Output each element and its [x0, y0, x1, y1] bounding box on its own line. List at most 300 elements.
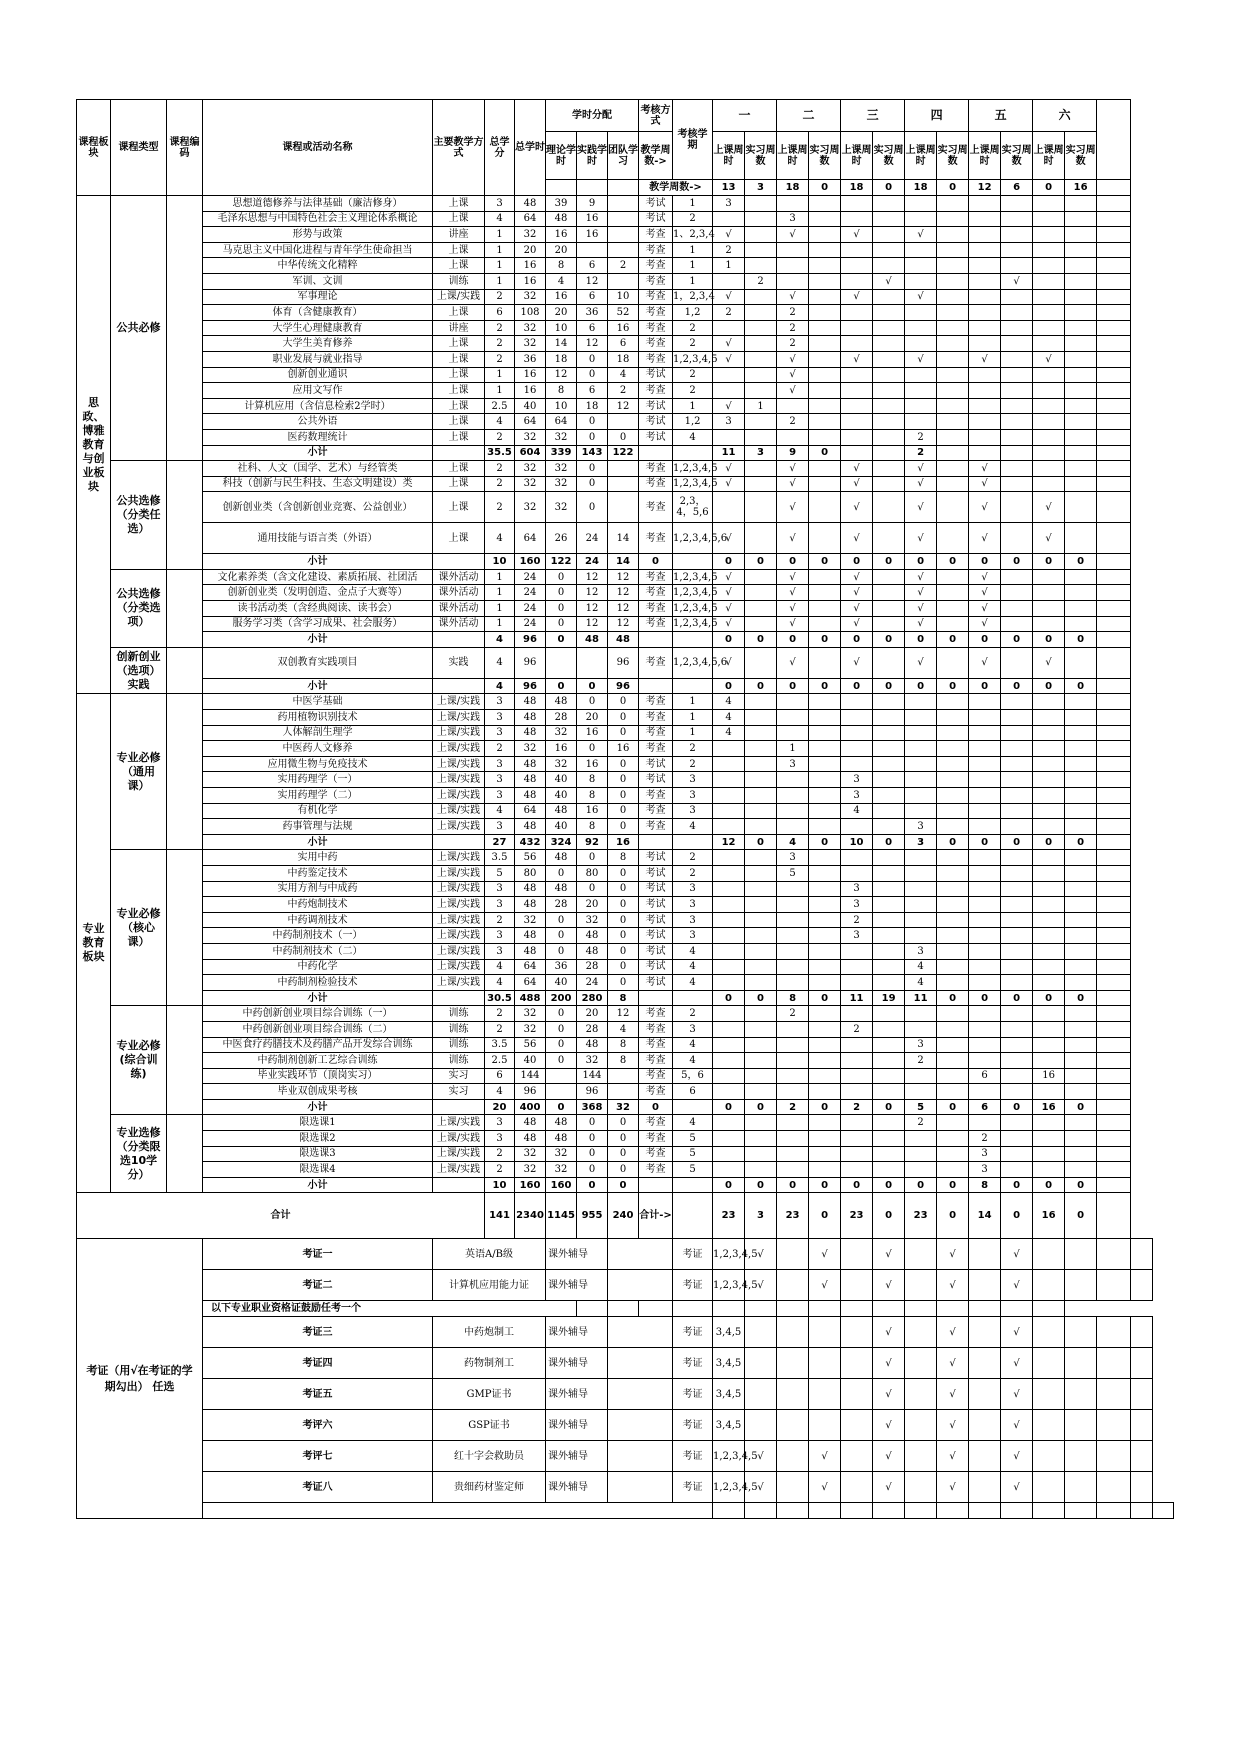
data-cell: 考查 — [639, 569, 673, 585]
data-cell — [673, 834, 713, 850]
data-cell: 4 — [777, 834, 809, 850]
data-cell — [1065, 476, 1097, 492]
data-cell: 8 — [577, 788, 608, 804]
data-cell — [937, 585, 969, 601]
data-cell — [1033, 367, 1065, 383]
data-cell: √ — [969, 601, 1001, 617]
data-cell — [745, 258, 777, 274]
data-cell: 8 — [577, 819, 608, 835]
table-row — [77, 1115, 1174, 1131]
total-semester-value: 0 — [1001, 1193, 1033, 1239]
blank-cell — [1097, 756, 1131, 772]
data-cell: 48 — [515, 819, 546, 835]
data-cell — [809, 383, 841, 399]
data-cell: 1 — [485, 383, 515, 399]
data-cell — [1001, 928, 1033, 944]
data-cell — [639, 445, 673, 461]
data-cell: 32 — [515, 741, 546, 757]
cert-mark — [1033, 1348, 1065, 1379]
course-name: 限选课3 — [203, 1146, 433, 1162]
data-cell: 上课 — [433, 196, 485, 212]
data-cell — [873, 975, 905, 991]
subtotal-row — [77, 445, 1174, 461]
data-cell — [745, 1021, 777, 1037]
course-name: 马克思主义中国化进程与青年学生使命担当 — [203, 242, 433, 258]
data-cell — [873, 211, 905, 227]
data-cell — [777, 803, 809, 819]
data-cell — [1065, 881, 1097, 897]
data-cell — [608, 1068, 639, 1084]
total-semester-value: 0 — [937, 1193, 969, 1239]
data-cell: 2 — [608, 258, 639, 274]
data-cell — [937, 710, 969, 726]
data-cell — [841, 305, 873, 321]
data-cell: 6 — [577, 320, 608, 336]
data-cell — [905, 367, 937, 383]
data-cell — [873, 1053, 905, 1069]
data-cell: 上课/实践 — [433, 850, 485, 866]
data-cell: 3 — [905, 819, 937, 835]
data-cell — [969, 943, 1001, 959]
data-cell — [969, 258, 1001, 274]
data-cell — [969, 725, 1001, 741]
data-cell — [937, 258, 969, 274]
curriculum-table — [76, 99, 1174, 1519]
cert-mark — [1033, 1270, 1065, 1301]
data-cell: 2 — [905, 445, 937, 461]
data-cell: 1,2 — [673, 414, 713, 430]
data-cell: 0 — [937, 678, 969, 694]
cert-mark — [1097, 1410, 1131, 1441]
data-cell: 0 — [969, 678, 1001, 694]
data-cell: 考查 — [639, 523, 673, 554]
table-row — [77, 1037, 1174, 1053]
data-cell: 0 — [546, 616, 577, 632]
data-cell — [809, 959, 841, 975]
data-cell — [713, 897, 745, 913]
course-type-label: 创新创业（选项）实践 — [111, 647, 167, 694]
data-cell: 6 — [969, 1099, 1001, 1115]
data-cell: 考试 — [639, 975, 673, 991]
data-cell: 24 — [515, 601, 546, 617]
data-cell: 96 — [608, 678, 639, 694]
teach-weeks-value: 0 — [873, 180, 905, 196]
data-cell — [873, 289, 905, 305]
cert-method: 课外辅导 — [546, 1472, 608, 1503]
data-cell — [1065, 803, 1097, 819]
data-cell — [777, 258, 809, 274]
cert-mark: √ — [1001, 1379, 1033, 1410]
blank-cell — [1033, 1503, 1065, 1519]
data-cell — [809, 429, 841, 445]
data-cell — [841, 320, 873, 336]
data-cell: √ — [969, 585, 1001, 601]
data-cell — [1065, 367, 1097, 383]
data-cell: 4 — [673, 975, 713, 991]
data-cell: 0 — [577, 414, 608, 430]
data-cell: √ — [713, 476, 745, 492]
data-cell: 24 — [577, 554, 608, 570]
data-cell — [1065, 523, 1097, 554]
data-cell — [1065, 242, 1097, 258]
data-cell — [969, 865, 1001, 881]
teach-weeks-value: 0 — [1033, 180, 1065, 196]
data-cell: 1 — [745, 398, 777, 414]
data-cell: 考试 — [639, 429, 673, 445]
data-cell: 0 — [577, 881, 608, 897]
data-cell — [1001, 1037, 1033, 1053]
blank-cell — [841, 1301, 873, 1317]
data-cell: 4 — [485, 647, 515, 678]
teach-weeks-value: 6 — [1001, 180, 1033, 196]
data-cell: 课外活动 — [433, 601, 485, 617]
data-cell — [1065, 289, 1097, 305]
data-cell — [1001, 492, 1033, 523]
cert-row — [77, 1348, 1174, 1379]
course-code-cell — [167, 1006, 203, 1115]
data-cell — [745, 569, 777, 585]
data-cell — [809, 772, 841, 788]
data-cell: 3 — [969, 1162, 1001, 1178]
data-cell: 20 — [577, 897, 608, 913]
data-cell: 0 — [873, 1099, 905, 1115]
data-cell — [639, 834, 673, 850]
data-cell — [841, 414, 873, 430]
data-cell — [969, 694, 1001, 710]
data-cell: 11 — [905, 990, 937, 1006]
semester-header: 三 — [841, 100, 905, 132]
data-cell: 0 — [608, 803, 639, 819]
data-cell — [713, 383, 745, 399]
data-cell — [745, 943, 777, 959]
data-cell: 1 — [485, 569, 515, 585]
data-cell: 200 — [546, 990, 577, 1006]
data-cell: 24 — [577, 975, 608, 991]
data-cell: 0 — [608, 819, 639, 835]
cert-key: 考证三 — [203, 1317, 433, 1348]
blank-cell — [1097, 585, 1131, 601]
data-cell: 108 — [515, 305, 546, 321]
blank-cell — [1152, 1503, 1173, 1519]
data-cell — [809, 1146, 841, 1162]
data-cell — [713, 1162, 745, 1178]
data-cell — [1001, 523, 1033, 554]
data-cell: 28 — [546, 897, 577, 913]
blank-cell — [1065, 1503, 1097, 1519]
data-cell — [937, 1053, 969, 1069]
data-cell: 0 — [745, 834, 777, 850]
data-cell: 2 — [673, 320, 713, 336]
data-cell — [1033, 897, 1065, 913]
data-cell: 3 — [713, 196, 745, 212]
data-cell: 2 — [673, 756, 713, 772]
subtotal-label: 小计 — [203, 834, 433, 850]
data-cell — [969, 227, 1001, 243]
data-cell — [745, 211, 777, 227]
semester-header: 六 — [1033, 100, 1097, 132]
data-cell: 考查 — [639, 461, 673, 477]
data-cell: 0 — [1033, 1177, 1065, 1193]
data-cell — [1001, 772, 1033, 788]
data-cell — [713, 850, 745, 866]
data-cell — [777, 788, 809, 804]
cert-mark — [1097, 1317, 1131, 1348]
data-cell — [841, 242, 873, 258]
data-cell — [1065, 429, 1097, 445]
data-cell — [1001, 601, 1033, 617]
data-cell: √ — [713, 585, 745, 601]
cert-mark: √ — [873, 1472, 905, 1503]
data-cell: √ — [905, 601, 937, 617]
data-cell: 3 — [777, 211, 809, 227]
data-cell: 上课 — [433, 476, 485, 492]
data-cell — [873, 865, 905, 881]
data-cell: 2 — [485, 476, 515, 492]
blank-cell — [1097, 100, 1131, 180]
cert-mark — [1097, 1239, 1131, 1270]
data-cell — [1001, 1084, 1033, 1100]
data-cell: 604 — [515, 445, 546, 461]
cert-method: 课外辅导 — [546, 1348, 608, 1379]
data-cell — [1065, 928, 1097, 944]
data-cell — [809, 196, 841, 212]
data-cell: 0 — [546, 632, 577, 648]
data-cell: 56 — [515, 850, 546, 866]
data-cell — [713, 912, 745, 928]
data-cell: 2 — [745, 273, 777, 289]
data-cell: 0 — [713, 632, 745, 648]
data-cell — [937, 850, 969, 866]
col-header-method: 主要教学方式 — [433, 100, 485, 196]
data-cell — [809, 710, 841, 726]
data-cell — [777, 1162, 809, 1178]
data-cell: 324 — [546, 834, 577, 850]
data-cell: 1 — [673, 710, 713, 726]
data-cell: 48 — [515, 725, 546, 741]
course-name: 军训、文训 — [203, 273, 433, 289]
data-cell — [713, 803, 745, 819]
data-cell: 1 — [485, 616, 515, 632]
data-cell: 2 — [485, 289, 515, 305]
data-cell: 0 — [841, 678, 873, 694]
data-cell: 0 — [608, 725, 639, 741]
data-cell: √ — [713, 601, 745, 617]
data-cell — [809, 850, 841, 866]
course-name: 应用文写作 — [203, 383, 433, 399]
data-cell — [777, 1146, 809, 1162]
data-cell: 0 — [546, 569, 577, 585]
data-cell — [713, 943, 745, 959]
data-cell: √ — [713, 569, 745, 585]
data-cell: 0 — [809, 445, 841, 461]
data-cell: 48 — [546, 1115, 577, 1131]
col-header-distribution: 学时分配 — [546, 100, 639, 132]
course-name: 文化素养类（含文化建设、素质拓展、社团活 — [203, 569, 433, 585]
blank-cell — [1097, 305, 1131, 321]
cert-mark — [745, 1379, 777, 1410]
data-cell — [1001, 383, 1033, 399]
data-cell: 3 — [841, 881, 873, 897]
course-name: 计算机应用（含信息检索2学时） — [203, 398, 433, 414]
data-cell — [1065, 1115, 1097, 1131]
data-cell — [937, 211, 969, 227]
data-cell: 0 — [937, 834, 969, 850]
cert-exam: 考证 — [673, 1239, 713, 1270]
data-cell: 考试 — [639, 398, 673, 414]
table-row — [77, 897, 1174, 913]
data-cell — [1033, 383, 1065, 399]
data-cell: 48 — [515, 788, 546, 804]
data-cell: 20 — [577, 710, 608, 726]
course-name: 军事理论 — [203, 289, 433, 305]
data-cell — [841, 1068, 873, 1084]
data-cell — [1065, 1162, 1097, 1178]
data-cell: 0 — [1065, 834, 1097, 850]
teach-weeks-value: 3 — [745, 180, 777, 196]
data-cell — [673, 445, 713, 461]
cert-mark — [841, 1472, 873, 1503]
data-cell — [1033, 336, 1065, 352]
data-cell: 0 — [577, 1162, 608, 1178]
data-cell — [809, 741, 841, 757]
data-cell — [937, 803, 969, 819]
course-code-cell — [167, 1115, 203, 1193]
blank-cell — [1131, 1503, 1152, 1519]
data-cell — [809, 975, 841, 991]
course-name: 人体解剖生理学 — [203, 725, 433, 741]
data-cell — [745, 912, 777, 928]
data-cell — [905, 242, 937, 258]
data-cell — [1065, 601, 1097, 617]
data-cell: 19 — [873, 990, 905, 1006]
data-cell: 16 — [1033, 1099, 1065, 1115]
cert-exam: 考证 — [673, 1270, 713, 1301]
data-cell: 1,2,3,4,5,6 — [673, 523, 713, 554]
table-row — [77, 819, 1174, 835]
data-cell: 4 — [841, 803, 873, 819]
data-cell: 20 — [577, 1006, 608, 1022]
data-cell: 32 — [546, 756, 577, 772]
data-cell: 上课/实践 — [433, 881, 485, 897]
data-cell — [1065, 616, 1097, 632]
block-label: 思政、博雅教育与创业板块 — [77, 196, 111, 694]
data-cell — [937, 897, 969, 913]
data-cell: 96 — [515, 1084, 546, 1100]
data-cell: 32 — [546, 1162, 577, 1178]
course-type-label: 公共必修 — [111, 196, 167, 461]
data-cell: 10 — [485, 1177, 515, 1193]
data-cell — [809, 1131, 841, 1147]
data-cell — [777, 1115, 809, 1131]
data-cell — [905, 336, 937, 352]
blank-cell — [1097, 788, 1131, 804]
data-cell: 0 — [577, 694, 608, 710]
blank-cell — [1097, 351, 1131, 367]
data-cell: √ — [905, 289, 937, 305]
data-cell: 0 — [546, 928, 577, 944]
cert-name: GMP证书 — [433, 1379, 546, 1410]
data-cell — [969, 772, 1001, 788]
cert-semesters: 3,4,5 — [713, 1348, 745, 1379]
header-row-1 — [77, 100, 1174, 132]
data-cell — [1033, 756, 1065, 772]
data-cell: 0 — [1033, 632, 1065, 648]
data-cell: 0 — [608, 943, 639, 959]
cert-mark — [777, 1472, 809, 1503]
blank-cell — [1097, 523, 1131, 554]
cert-mark: √ — [745, 1270, 777, 1301]
data-cell — [745, 725, 777, 741]
data-cell — [969, 1021, 1001, 1037]
data-cell: 上课/实践 — [433, 772, 485, 788]
data-cell: 1 — [713, 258, 745, 274]
data-cell — [905, 1146, 937, 1162]
total-semester-value: 0 — [1065, 1193, 1097, 1239]
table-row — [77, 881, 1174, 897]
data-cell: 考试 — [639, 196, 673, 212]
cert-mark — [1097, 1270, 1131, 1301]
data-cell: 3 — [485, 788, 515, 804]
blank-cell — [905, 1503, 937, 1519]
data-cell — [937, 242, 969, 258]
data-cell: 48 — [546, 211, 577, 227]
data-cell — [809, 336, 841, 352]
data-cell: 0 — [608, 694, 639, 710]
data-cell: 上课 — [433, 383, 485, 399]
data-cell — [1001, 242, 1033, 258]
data-cell: 80 — [577, 865, 608, 881]
cert-key: 考证一 — [203, 1239, 433, 1270]
blank-cell — [608, 1270, 673, 1301]
data-cell: 14 — [608, 523, 639, 554]
data-cell: 12 — [577, 569, 608, 585]
data-cell: √ — [713, 289, 745, 305]
cert-mark: √ — [745, 1472, 777, 1503]
data-cell — [1065, 788, 1097, 804]
data-cell: 64 — [546, 414, 577, 430]
data-cell: 考查 — [639, 725, 673, 741]
data-cell: 6 — [608, 336, 639, 352]
data-cell: 32 — [577, 1053, 608, 1069]
cert-row — [77, 1239, 1174, 1270]
data-cell: √ — [713, 461, 745, 477]
data-cell — [873, 1162, 905, 1178]
data-cell — [809, 647, 841, 678]
data-cell: 0 — [713, 990, 745, 1006]
blank-cell — [1097, 320, 1131, 336]
data-cell: 1，2,3,4 — [673, 289, 713, 305]
data-cell: 12 — [577, 616, 608, 632]
cert-mark — [777, 1239, 809, 1270]
blank-cell — [713, 1503, 745, 1519]
data-cell: 35.5 — [485, 445, 515, 461]
data-cell: 0 — [608, 1131, 639, 1147]
cert-mark: √ — [1001, 1239, 1033, 1270]
data-cell: 0 — [809, 834, 841, 850]
data-cell — [1001, 398, 1033, 414]
data-cell — [1065, 959, 1097, 975]
table-row — [77, 647, 1174, 678]
data-cell: 0 — [937, 554, 969, 570]
data-cell: √ — [841, 289, 873, 305]
blank-cell — [1097, 912, 1131, 928]
data-cell: 考试 — [639, 943, 673, 959]
data-cell: 考查 — [639, 476, 673, 492]
data-cell — [1001, 414, 1033, 430]
course-code-cell — [167, 196, 203, 461]
semester-header: 一 — [713, 100, 777, 132]
data-cell — [639, 678, 673, 694]
